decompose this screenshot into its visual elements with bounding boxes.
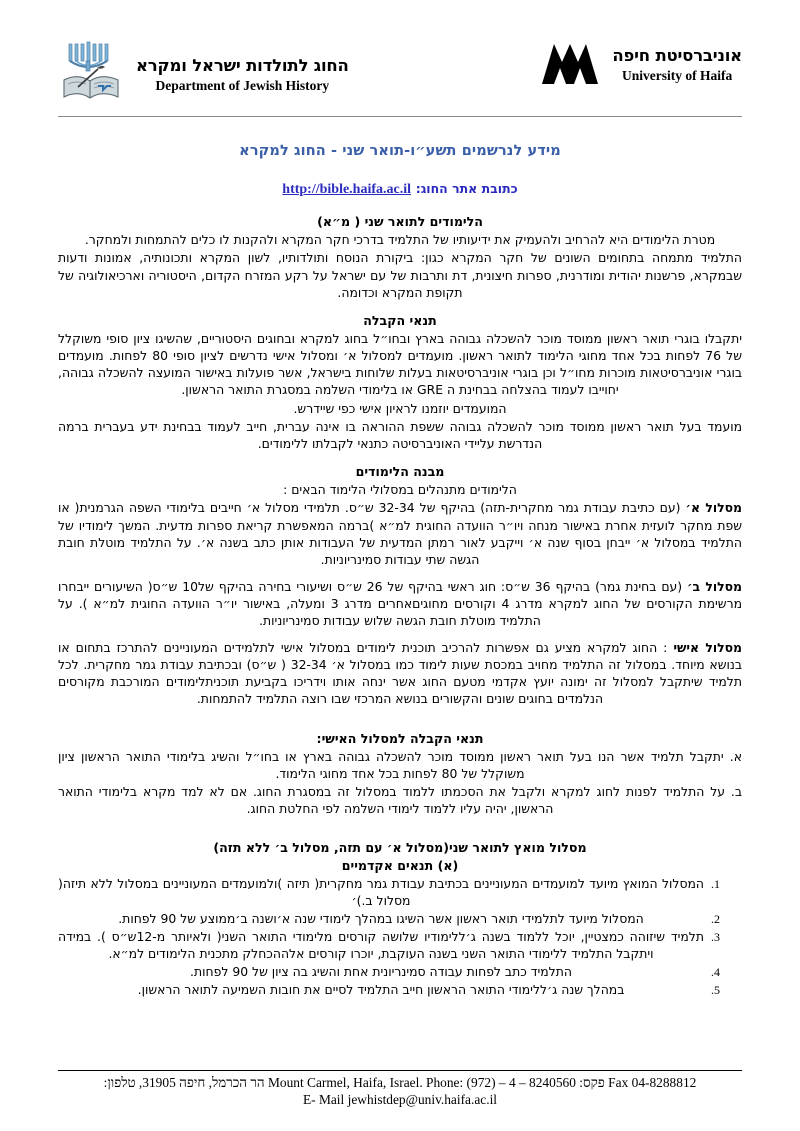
university-name-english: University of Haifa: [622, 67, 733, 83]
university-brand-text: [612, 47, 742, 83]
footer-contact-line: [58, 1074, 742, 1092]
section-paragraph: המועמדים יוזמנו לראיון אישי כפי שיידרש.: [293, 400, 507, 416]
accelerated-heading: מסלול מואץ לתואר שני(מסלול א׳ עם תזה, מסלול ב׳ ללא תזה): [213, 840, 587, 856]
spacer: [58, 710, 742, 719]
spacer: [58, 819, 742, 828]
section-paragraph: הלימודים מתנהלים במסלולי הלימוד הבאים :: [283, 482, 517, 498]
department-name-hebrew: החוג לתולדות ישראל ומקרא: [136, 56, 349, 76]
section-paragraph: ב. על התלמיד לפנות לחוג למקרא ולקבל את הסכמתו ללמוד במסלול זה במסגרת החוג. אם לא למד מקרא בלימודי התואר הראשון, יהיה עליו ללמוד לימודי השלמה לפי החלטת החוג.: [58, 784, 742, 817]
website-label: כתובת אתר החוג:: [415, 181, 518, 196]
section-paragraph: מועמד בעל תואר ראשון ממוסד מוכר להשכלה גבוהה ששפת ההוראה בו אינה עברית, חייב לעמוד בבחינת ידע בעברית ברמה הנדרשת עליידי האוניברסיטה כתנאי לקבלתו ללימודים.: [58, 418, 742, 451]
list-item: 1. המסלול המואץ מיועד למועמדים המעוניינים בכתיבת עבודת גמר מחקרית( תיזה )ולמועמדים המעוניינים במסלול ללא תיזה( מסלול ב.)׳: [58, 875, 708, 909]
website-line: [58, 181, 742, 198]
track-paragraph-personal: [58, 639, 742, 707]
university-brand: [540, 40, 742, 90]
menorah-book-logo: [58, 40, 124, 110]
footer-fax-label: פקס:: [579, 1074, 605, 1090]
footer-address-hebrew: הר הכרמל, חיפה 31905, טלפון:: [103, 1074, 265, 1090]
section-studies-ma: [58, 214, 742, 301]
section-paragraph: מטרת הלימודים היא להרחיב ולהעמיק את ידיעותיו של התלמיד בדרכי חקר המקרא ולהקנות לו כלים להתמחות ולמחקר.: [84, 232, 716, 248]
document-header: [58, 40, 742, 108]
list-item: 5. במהלך שנה ג׳ללימודי התואר הראשון חייב התלמיד לסיים את חובות השמיעה לתואר הראשון.: [58, 981, 708, 998]
document-footer: [58, 1070, 742, 1109]
section-admission-requirements: [58, 313, 742, 452]
track-paragraph-a: [58, 499, 742, 567]
section-heading: תנאי הקבלה: [363, 312, 437, 328]
document-body: [58, 214, 742, 999]
section-heading: מבנה הלימודים: [355, 463, 445, 479]
track-label-b: מסלול ב׳: [687, 578, 742, 594]
spacer: [58, 569, 742, 578]
section-heading: תנאי הקבלה למסלול האישי:: [316, 730, 484, 746]
department-name-english: Department of Jewish History: [155, 77, 330, 93]
haifa-university-logo: [540, 40, 602, 90]
track-label-personal: מסלול אישי: [673, 640, 742, 656]
header-divider: [58, 116, 742, 117]
section-paragraph: א. יתקבל תלמיד אשר הנו בעל תואר ראשון ממוסד מוכר להשכלה גבוהה בארץ או בחו״ל והשיג בלימודי התואר הראשון ציון משוקלל של 80 לפחות בכל אחד מחוגי הלימוד.: [58, 748, 742, 782]
footer-email-address[interactable]: jewhistdep@univ.haifa.ac.il: [347, 1092, 498, 1108]
list-item: 3. תלמיד שיזוהה כמצטיין, יוכל ללמוד בשנה ג׳ללימודיו שלושה קורסים מלימודי התואר השני( ולאיותר מ-12ש״ס ). במידה ויתקבל התלמיד ללימודי התואר השני בשנה העוקבת, יוכרו קורסים אלההכחלק מתכנית הלימודים למ״א.: [58, 928, 708, 962]
section-study-structure: [58, 464, 742, 708]
spacer: [58, 630, 742, 639]
page-title: מידע לנרשמים תשע״ו-תואר שני - החוג למקרא: [239, 143, 561, 159]
accelerated-conditions-list: [58, 875, 742, 999]
track-text-a: (עם כתיבת עבודת גמר מחקרית-תזה) בהיקף של 32-34 ש״ס. תלמידי מסלול א׳ חייבים בלימודי השפה הגרמנית( או שפת מחקר לועזית אחרת באישור מנחה ויו״ר הוועדה החוגית למ״א )ברמה המאפשרת קריאת ספרות מדעית. המשך לימודיו של התלמיד במסלול א׳ ייבחן בסוף שנה א׳ וייקבע לאור רמתן המדעית של העבודות אותן כתב בשנה א׳. על התלמיד מוטלת חובת הגשה שתי עבודות סמינריוניות.: [58, 500, 742, 567]
track-text-b: (עם בחינת גמר) בהיקף 36 ש״ס: חוג ראשי בהיקף של 26 ש״ס ושיעורי בחירה בהיקף של10 ש״ס( השיעורים ייבחרו מרשימת הקורסים של החוג למקרא מדרג 4 וקורסים מחוגיםאחרים מדרג 3 ומעלה, באישור יו״ר הוועדה החוגית למ״א ). על התלמיד מוטלת חובת הגשה שלוש עבודות סמינריוניות.: [58, 578, 742, 629]
section-accelerated-track: [58, 840, 742, 998]
footer-email-label: E- Mail: [302, 1092, 345, 1108]
footer-email-line: [58, 1091, 742, 1109]
track-label-a: מסלול א׳: [685, 500, 742, 516]
department-brand: [58, 40, 349, 110]
accelerated-subheading: (א) תנאים אקדמיים: [341, 857, 459, 873]
list-item: 4. התלמיד כתב לפחות עבודה סמינריונית אחת והשיג בה ציון של 90 לפחות.: [58, 963, 708, 980]
section-personal-track-admission: [58, 731, 742, 818]
track-paragraph-b: [58, 578, 742, 629]
list-item: 2. המסלול מיועד לתלמידי תואר ראשון אשר השיגו במהלך לימודי שנה א׳ושנה ב׳ממוצע של 90 לפחות.: [58, 910, 708, 927]
footer-fax-number: 04-8288812: [631, 1074, 697, 1090]
department-brand-text: [136, 57, 349, 93]
website-link[interactable]: http://bible.haifa.ac.il: [282, 182, 412, 197]
footer-fax-prefix: Fax: [608, 1074, 629, 1090]
section-paragraph: התלמיד מתמחה בתחומים השונים של חקר המקרא כגון: ביקורת הנוסח ותולדותיו, לשון המקרא ותכונותיה, אמונות ודעות שבמקרא, פרשנות יהודית ומודרנית, ספרות חיצונית, דת ותרבות של עם ישראל על רקע המזרח הקדום, היסטוריה וארכיאולוגיה של תקופת המקרא וכדומה.: [58, 250, 742, 300]
footer-address-english: Mount Carmel, Haifa, Israel. Phone: (972) – 4 – 8240560: [267, 1074, 576, 1090]
footer-divider: [58, 1070, 742, 1071]
track-text-personal: : החוג למקרא מציע גם אפשרות להרכיב תוכנית לימודים במסלול אישי לתלמידים המעוניינים להתרכז בתחום או בנושא מיוחד. במסלול זה התלמיד מחויב במכסת שעות לימוד כמו במסלול א׳ 32-34 ( ש״ס) ובכתיבת עבודת גמר מחקרית. לכל תלמיד שיתקבל למסלול זה ימונה יועץ אקדמי מטעם החוג אשר ינחה אותו וידריכו בקביעת תוכניתלימודים המורכבת מקורסים הנלמדים בחוגים שונים והקשורים בנושא המרכזי שבו רוצה התלמיד להתמחות.: [58, 640, 742, 707]
section-paragraph: יתקבלו בוגרי תואר ראשון ממוסד מוכר להשכלה גבוהה בארץ ובחו״ל בחוג למקרא ובחוגים היסטוריים, שהשיגו ציון סופי משוקלל של 76 לפחות בכל אחד מחוגי הלימוד לתואר ראשון. מועמדים למסלול א׳ ומסלול אישי נדרשים לציון סופי 80 לפחות. מועמדים בוגרי אוניברסיטאות מוכרות מחו״ל וכן בוגרי אוניברסיטאות בעלות שלוחות בישראל, אשר פועלות באישור המועצה להשכלה גבוהה, יחוייבו לעמוד בהצלחה בבחינת ה GRE או בלימודי השלמה במסגרת התואר הראשון.: [58, 331, 742, 398]
section-heading: הלימודים לתואר שני ( מ״א): [317, 214, 483, 229]
university-name-hebrew: אוניברסיטת חיפה: [612, 46, 742, 66]
